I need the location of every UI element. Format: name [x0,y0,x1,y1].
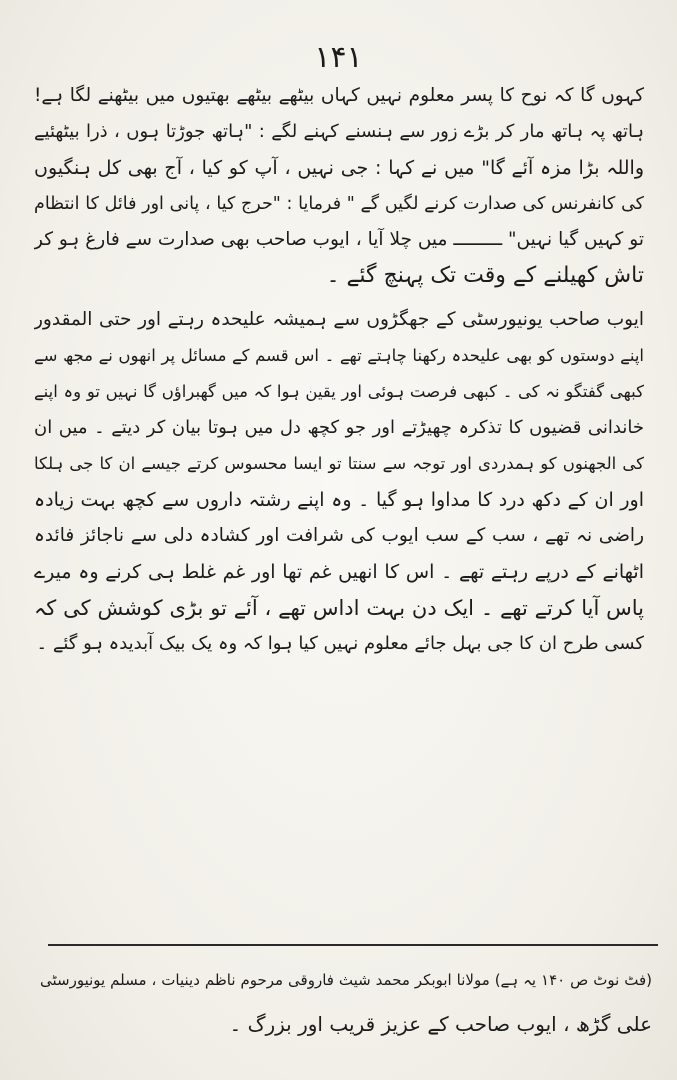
page-number: ۱۴۱ [314,40,363,75]
text-line: ایوب صاحب یونیورسٹی کے جھگڑوں سے ہمیشہ علیحدہ رہتے اور حتی المقدور [34,309,644,330]
text-line: خاندانی قضیوں کا تذکرہ چھیڑتے اور جو کچھ دل میں ہوتا بیان کر دیتے ۔ میں ان [34,417,644,438]
text-line: ہاتھ پہ ہاتھ مار کر بڑے زور سے ہنسنے کہنے لگے : "ہاتھ جوڑتا ہوں ، ذرا بیٹھئیے [34,121,644,142]
text-line: واللہ بڑا مزہ آئے گا" میں نے کہا : جی نہیں ، آپ کو کیا ، آج بھی کل ہنگیوں [34,157,644,179]
paragraph-1 [34,82,644,298]
footnote-line: علی گڑھ ، ایوب صاحب کے عزیز قریب اور بزرگ ۔ [229,1012,652,1036]
text-line: کبھی گفتگو نہ کی ۔ کبھی فرصت ہوئی اور یقین ہوا کہ میں گھبراؤں گا نہیں تو وہ اپنے [34,382,644,401]
text-line: تاش کھیلنے کے وقت تک پہنچ گئے ۔ [326,263,644,288]
text-line: راضی نہ تھے ، سب کے سب ایوب کی شرافت اور کشادہ دلی سے ناجائز فائدہ [34,525,644,546]
footnote-divider [48,944,658,946]
body-text [34,82,644,666]
text-line: پاس آیا کرتے تھے ۔ ایک دن بہت اداس تھے ، آئے تو بڑی کوشش کی کہ [34,596,644,620]
footnote-line: (فٹ نوٹ ص ۱۴۰ یہ ہے) مولانا ابوبکر محمد شیث فاروقی مرحوم ناظم دینیات ، مسلم یونیورسٹی [40,971,652,989]
text-line: کی الجھنوں کو ہمدردی اور توجہ سے سنتا تو ایسا محسوس کرتے جیسے ان کا جی ہلکا [34,454,644,473]
footnote [40,965,652,1053]
text-line: کی کانفرنس کی صدارت کرنے لگیں گے " فرمایا : "حرج کیا ، پانی اور فائل کا انتظام [34,194,644,214]
text-line: تو کہیں گیا نہیں" ـــــــــ میں چلا آیا ، ایوب صاحب بھی صدارت سے فارغ ہو کر [34,229,644,250]
text-line: کہوں گا کہ نوح کا پسر معلوم نہیں کہاں بیٹھے بیٹھے بھتیوں میں بیٹھنے لگا ہے! [34,85,644,106]
paragraph-spacer [34,298,644,306]
text-line: کسی طرح ان کا جی بہل جائے معلوم نہیں کیا ہوا کہ وہ یک بیک آبدیدہ ہو گئے ۔ [36,633,644,654]
text-line: اپنے دوستوں کو بھی علیحدہ رکھنا چاہتے تھے ۔ اس قسم کے مسائل پر انھوں نے مجھ سے [34,346,644,365]
paragraph-2 [34,306,644,666]
text-line: اور ان کے دکھ درد کا مداوا ہو گیا ۔ وہ اپنے رشتہ داروں سے کچھ بہت زیادہ [34,489,644,511]
text-line: اٹھانے کے درپے رہتے تھے ۔ اس کا انھیں غم تھا اور غم غلط ہی کرنے وہ میرے [34,561,644,583]
